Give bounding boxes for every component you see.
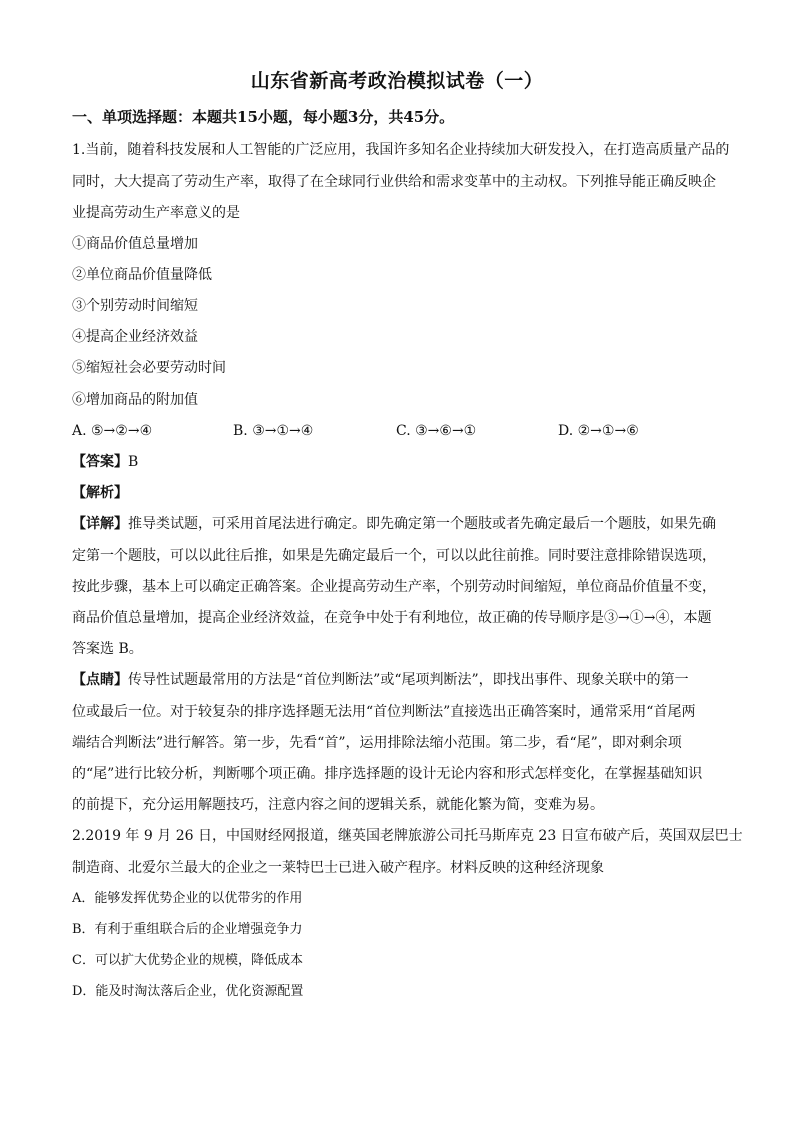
- analysis-tag: 【解析】: [72, 485, 128, 501]
- q1-detail-line-4: 商品价值总量增加，提高企业经济效益，在竞争中处于有利地位，故正确的传导顺序是③→①→④，本题: [72, 610, 712, 626]
- point-tag: 【点睛】: [72, 672, 128, 688]
- q1-option-c: C. ③→⑥→①: [396, 423, 477, 439]
- q2-stem-line-2: 制造商、北爱尔兰最大的企业之一莱特巴士已进入破产程序。材料反映的这种经济现象: [72, 860, 604, 876]
- q1-item-2: ②单位商品价值量降低: [72, 267, 212, 283]
- answer-tag: 【答案】: [72, 454, 128, 470]
- q1-point-line-4: 的“尾”进行比较分析，判断哪个项正确。排序选择题的设计无论内容和形式怎样变化，在掌握基础知识: [72, 766, 703, 782]
- q2-option-b: B．有利于重组联合后的企业增强竞争力: [72, 922, 303, 937]
- q1-stem-line-2: 同时，大大提高了劳动生产率，取得了在全球同行业供给和需求变革中的主动权。下列推导能正确反映企: [72, 174, 716, 190]
- q1-point-line-1: [72, 670, 689, 690]
- q1-detail-line-1: [72, 514, 716, 534]
- q1-option-a: A. ⑤→②→④: [72, 423, 153, 439]
- q1-answer-line: [72, 452, 138, 472]
- q1-detail-line-2: 定第一个题肢，可以以此往后推，如果是先确定最后一个，可以以此往前推。同时要注意排除错误选项，: [72, 548, 716, 564]
- detail-text-1: 推导类试题，可采用首尾法进行确定。即先确定第一个题肢或者先确定最后一个题肢，如果先确: [128, 516, 716, 532]
- point-text-1: 传导性试题最常用的方法是“首位判断法”或“尾项判断法”，即找出事件、现象关联中的第一: [128, 672, 689, 688]
- q2-option-c: C．可以扩大优势企业的规模，降低成本: [72, 953, 303, 968]
- q1-detail-line-5: 答案选 B。: [72, 641, 143, 657]
- q1-stem-line-1: 1.当前，随着科技发展和人工智能的广泛应用，我国许多知名企业持续加大研发投入，在打造高质量产品的: [72, 142, 730, 158]
- q2-stem-line-1: 2.2019 年 9 月 26 日，中国财经网报道，继英国老牌旅游公司托马斯库克 23 日宣布破产后，英国双层巴士: [72, 828, 743, 844]
- q2-option-d: D．能及时淘汰落后企业，优化资源配置: [72, 984, 304, 999]
- section-heading: 一、单项选择题：本题共15小题，每小题3分，共45分。: [72, 108, 455, 126]
- q1-analysis-line: [72, 483, 128, 503]
- q1-point-line-2: 位或最后一位。对于较复杂的排序选择题无法用“首位判断法”直接选出正确答案时，通常采用“首尾两: [72, 704, 696, 720]
- q1-point-line-3: 端结合判断法”进行解答。第一步，先看“首”，运用排除法缩小范围。第二步，看“尾”，即对剩余项: [72, 735, 682, 751]
- q1-item-6: ⑥增加商品的附加值: [72, 392, 198, 408]
- q1-detail-line-3: 按此步骤，基本上可以确定正确答案。企业提高劳动生产率，个别劳动时间缩短，单位商品价值量不变，: [72, 579, 716, 595]
- page-title: 山东省新高考政治模拟试卷（一）: [250, 70, 544, 92]
- q1-item-1: ①商品价值总量增加: [72, 236, 198, 252]
- q1-item-5: ⑤缩短社会必要劳动时间: [72, 360, 226, 376]
- answer-value: B: [128, 454, 139, 470]
- q1-point-line-5: 的前提下，充分运用解题技巧，注意内容之间的逻辑关系，就能化繁为简，变难为易。: [72, 797, 604, 813]
- q1-option-d: D. ②→①→⑥: [558, 423, 639, 439]
- q1-item-4: ④提高企业经济效益: [72, 329, 198, 345]
- q2-option-a: A．能够发挥优势企业的以优带劣的作用: [72, 891, 303, 906]
- q1-item-3: ③个别劳动时间缩短: [72, 298, 198, 314]
- detail-tag: 【详解】: [72, 516, 128, 532]
- q1-stem-line-3: 业提高劳动生产率意义的是: [72, 205, 240, 221]
- q1-option-b: B. ③→①→④: [233, 423, 314, 439]
